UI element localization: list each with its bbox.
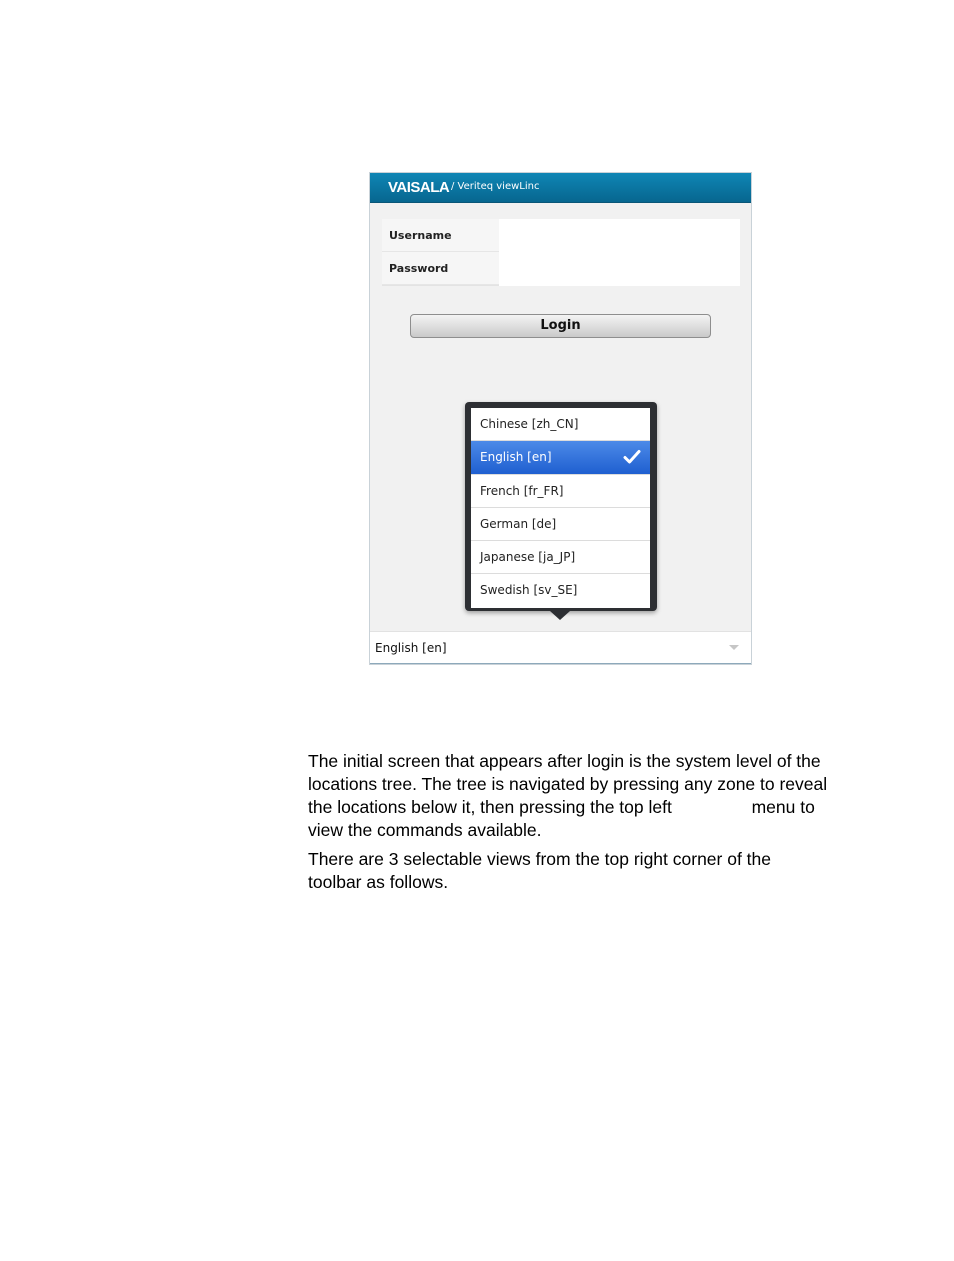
- brand-logo: VAISALA: [388, 179, 450, 196]
- language-option-label: English [en]: [480, 450, 552, 465]
- language-list: [471, 408, 650, 608]
- language-option-english[interactable]: [471, 441, 650, 474]
- language-select[interactable]: [370, 631, 751, 664]
- paragraph-text: menu to view the commands available.: [308, 797, 815, 840]
- product-name: / Veriteq viewLinc: [451, 181, 540, 192]
- language-option-japanese[interactable]: [471, 541, 650, 574]
- language-option-chinese[interactable]: [471, 408, 650, 441]
- username-field[interactable]: [499, 219, 740, 253]
- language-option-french[interactable]: [471, 475, 650, 508]
- language-option-label: Japanese [ja_JP]: [480, 550, 576, 565]
- app-header: [370, 173, 751, 203]
- username-row: [382, 219, 740, 252]
- login-screenshot: [369, 172, 752, 665]
- picker-pointer: [550, 611, 570, 620]
- paragraph-navigation: [308, 750, 828, 842]
- language-option-label: German [de]: [480, 516, 557, 531]
- login-button[interactable]: Login: [410, 314, 711, 338]
- language-option-label: Swedish [sv_SE]: [480, 583, 578, 598]
- credentials-form: [382, 219, 740, 286]
- password-row: [382, 252, 740, 285]
- language-option-label: French [fr_FR]: [480, 483, 564, 498]
- password-label: Password: [382, 252, 499, 284]
- language-picker: [465, 402, 657, 611]
- checkmark-icon: [623, 449, 641, 465]
- password-field[interactable]: [499, 252, 740, 286]
- language-option-german[interactable]: [471, 508, 650, 541]
- paragraph-views: There are 3 selectable views from the top right corner of the toolbar as follows.: [308, 849, 772, 892]
- document-body: [308, 750, 828, 900]
- paragraph-text: The initial screen that appears after login is the system level of the locations tree. The tree is navigated by pressing any zone to reveal the locations below it, then pressing the top left: [308, 751, 828, 817]
- username-label: Username: [382, 219, 499, 251]
- language-select-value: English [en]: [375, 641, 447, 655]
- language-option-swedish[interactable]: [471, 574, 650, 607]
- language-option-label: Chinese [zh_CN]: [480, 417, 579, 431]
- chevron-down-icon[interactable]: [729, 645, 739, 650]
